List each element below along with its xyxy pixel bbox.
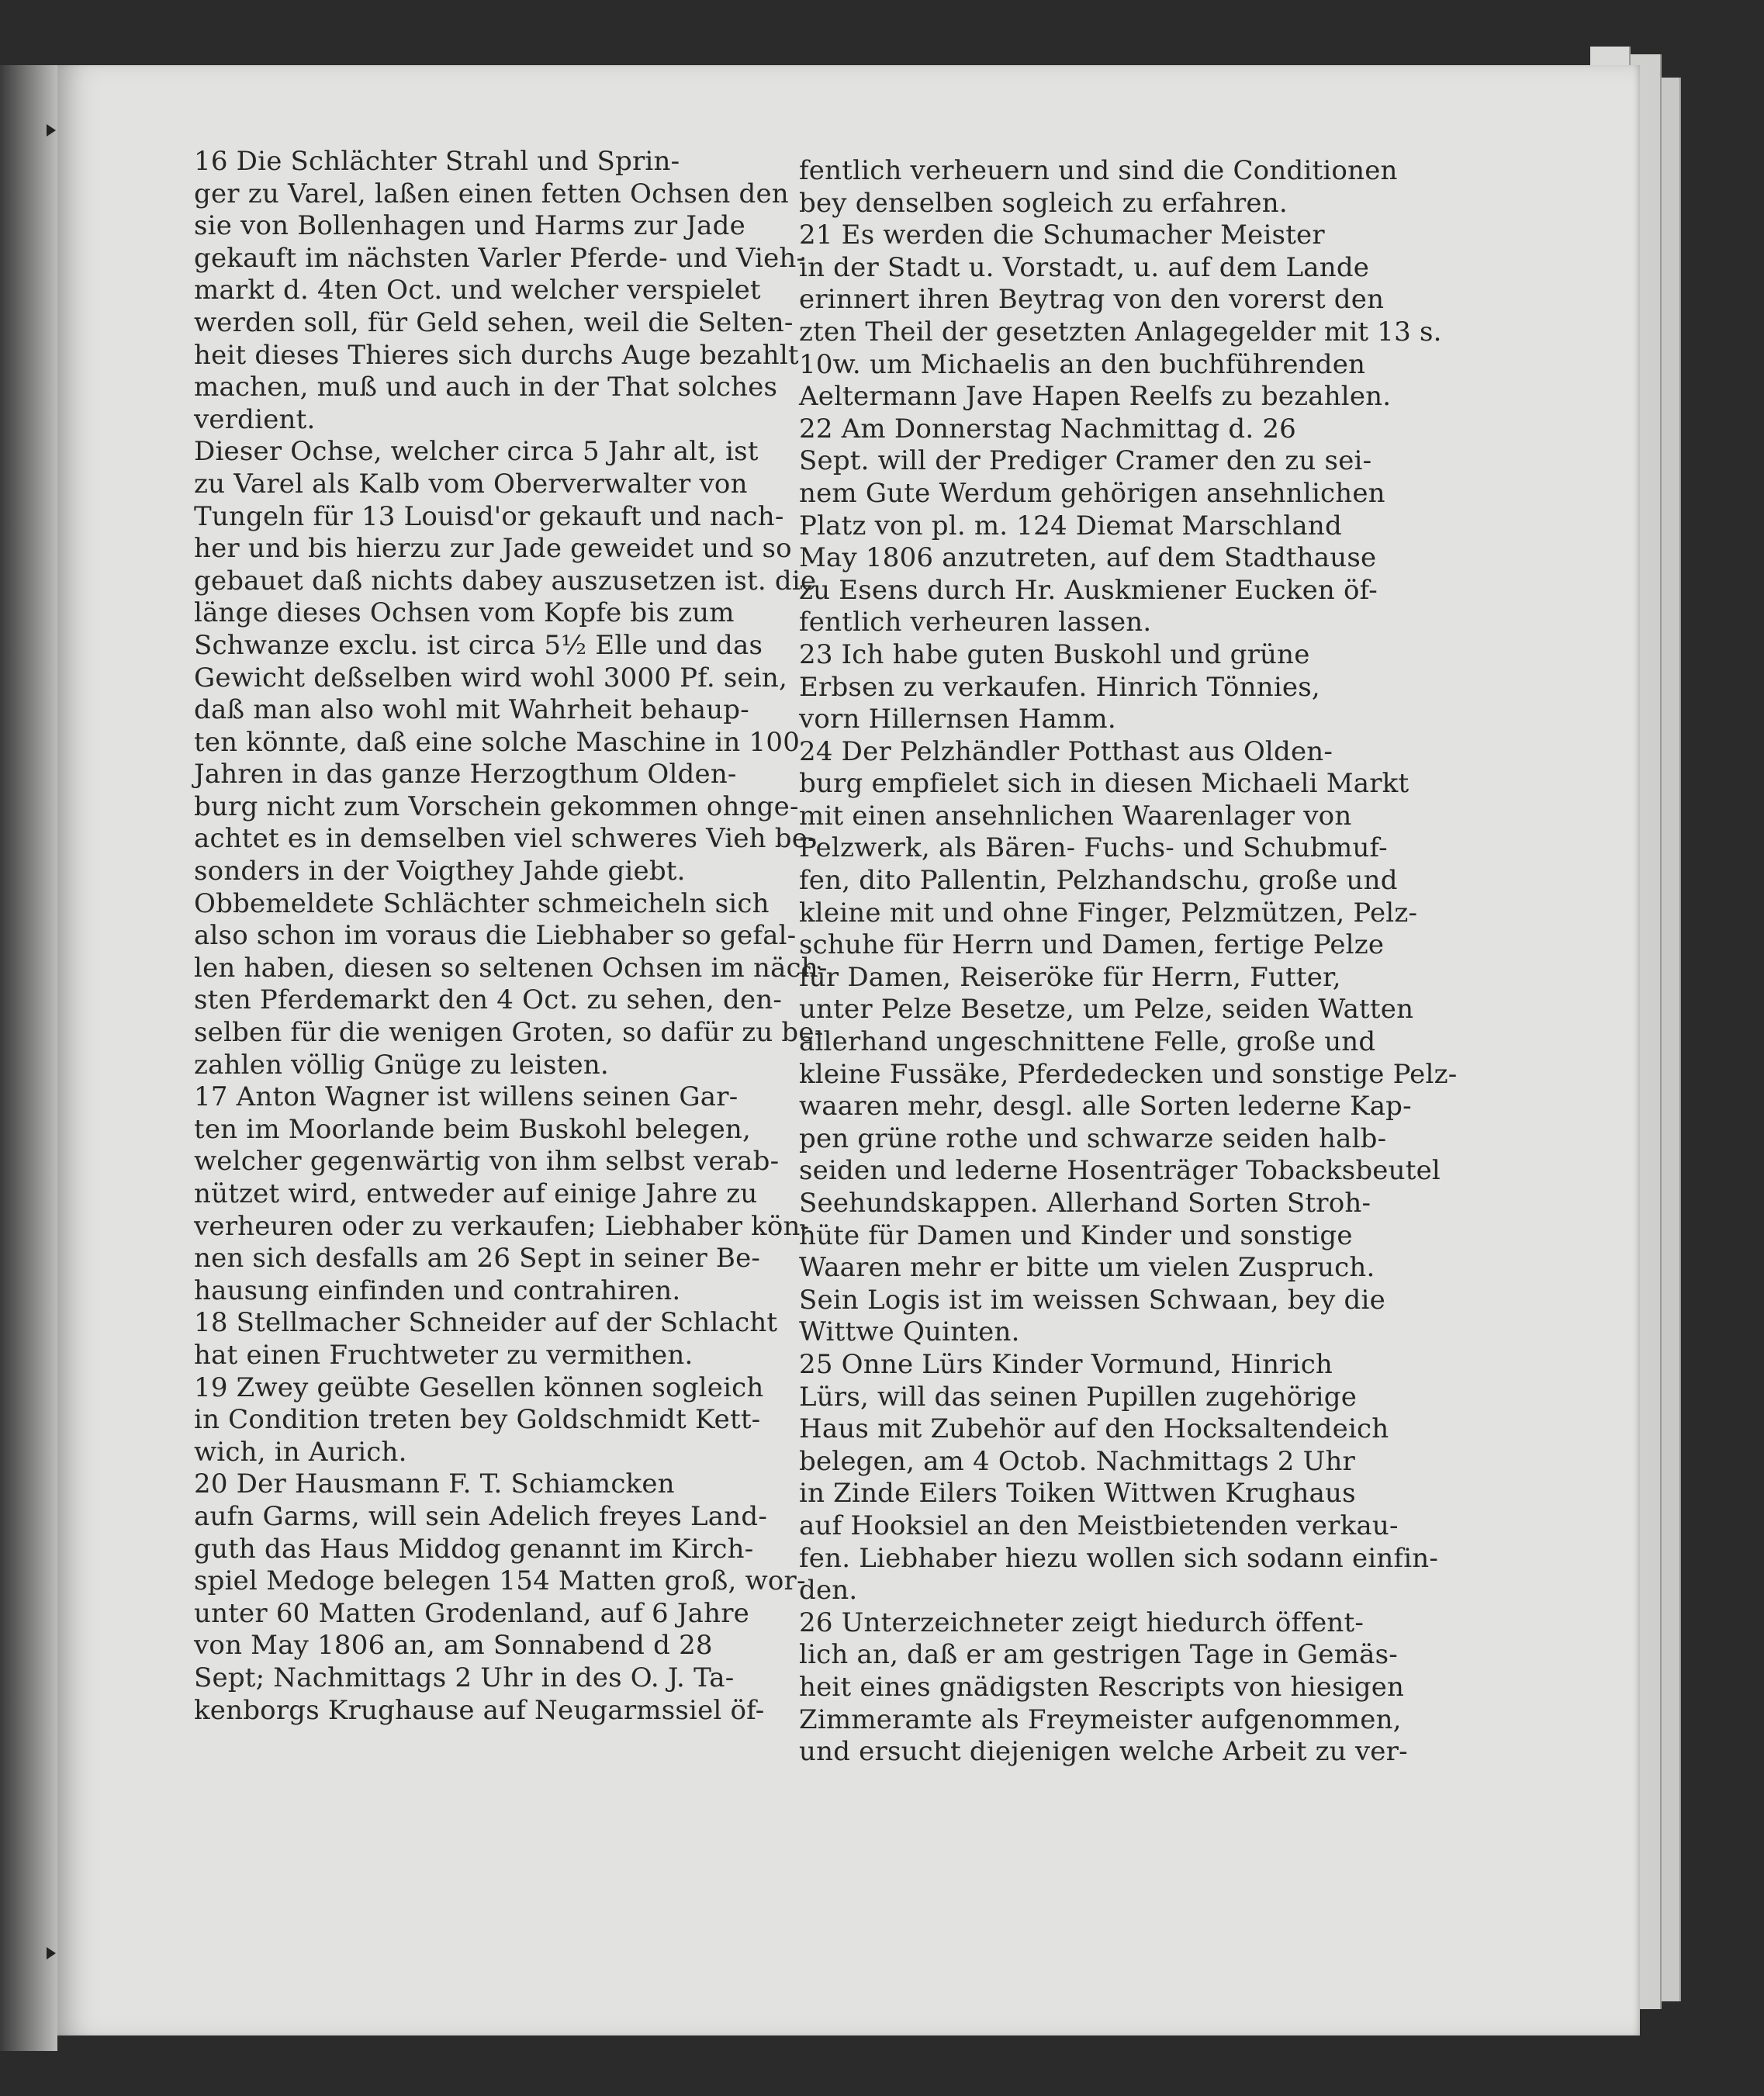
text-line: len haben, diesen so seltenen Ochsen im näch- bbox=[194, 952, 828, 984]
text-line: 18 Stellmacher Schneider auf der Schlacht bbox=[194, 1307, 778, 1339]
text-line: heit dieses Thieres sich durchs Auge bezahlt bbox=[194, 339, 799, 371]
text-line: 10w. um Michaelis an den buchführenden bbox=[799, 348, 1366, 380]
text-line: in Condition treten bey Goldschmidt Kett- bbox=[194, 1404, 761, 1436]
text-line: waaren mehr, desgl. alle Sorten lederne Kap- bbox=[799, 1091, 1412, 1122]
text-line: fen, dito Pallentin, Pelzhandschu, große und bbox=[799, 865, 1398, 897]
text-line: Seehundskappen. Allerhand Sorten Stroh- bbox=[799, 1188, 1371, 1219]
text-line: kenborgs Krughause auf Neugarmssiel öf- bbox=[194, 1694, 765, 1726]
binding-mark-top bbox=[47, 124, 56, 137]
text-line: länge dieses Ochsen vom Kopfe bis zum bbox=[194, 597, 735, 629]
text-line: nützet wird, entweder auf einige Jahre zu bbox=[194, 1178, 758, 1209]
text-line: sonders in der Voigthey Jahde giebt. bbox=[194, 856, 686, 887]
text-line: zten Theil der gesetzten Anlagegelder mit 13 s. bbox=[799, 316, 1442, 348]
text-line: Obbemeldete Schlächter schmeicheln sich bbox=[194, 887, 770, 919]
text-line: 24 Der Pelzhändler Potthast aus Olden- bbox=[799, 735, 1333, 767]
text-line: machen, muß und auch in der That solches bbox=[194, 372, 778, 403]
text-line: unter Pelze Besetze, um Pelze, seiden Watten bbox=[799, 994, 1414, 1026]
text-line: Erbsen zu verkaufen. Hinrich Tönnies, bbox=[799, 671, 1320, 703]
text-line: für Damen, Reiseröke für Herrn, Futter, bbox=[799, 961, 1341, 993]
text-line: allerhand ungeschnittene Felle, große und bbox=[799, 1026, 1376, 1058]
text-line: markt d. 4ten Oct. und welcher verspielet bbox=[194, 275, 761, 306]
text-line: Tungeln für 13 Louisd'or gekauft und nach- bbox=[194, 500, 784, 532]
text-line: ten könnte, daß eine solche Maschine in 100 bbox=[194, 726, 801, 758]
text-line: auf Hooksiel an den Meistbietenden verkau- bbox=[799, 1510, 1399, 1541]
text-line: 19 Zwey geübte Gesellen können sogleich bbox=[194, 1371, 764, 1403]
text-line: sten Pferdemarkt den 4 Oct. zu sehen, den- bbox=[194, 984, 783, 1016]
text-line: Jahren in das ganze Herzogthum Olden- bbox=[194, 759, 737, 790]
text-line: 20 Der Hausmann F. T. Schiamcken bbox=[194, 1468, 675, 1500]
left-text-column bbox=[194, 146, 828, 1727]
text-line: 25 Onne Lürs Kinder Vormund, Hinrich bbox=[799, 1348, 1333, 1380]
text-line: Dieser Ochse, welcher circa 5 Jahr alt, ist bbox=[194, 436, 759, 468]
text-line: burg nicht zum Vorschein gekommen ohnge- bbox=[194, 790, 799, 822]
text-line: also schon im voraus die Liebhaber so gefal- bbox=[194, 920, 797, 952]
text-line: burg empfielet sich in diesen Michaeli Markt bbox=[799, 768, 1409, 800]
text-line: sie von Bollenhagen und Harms zur Jade bbox=[194, 210, 745, 242]
text-line: erinnert ihren Beytrag von den vorerst den bbox=[799, 284, 1385, 316]
text-line: achtet es in demselben viel schweres Vieh be- bbox=[194, 823, 817, 855]
text-line: und ersucht diejenigen welche Arbeit zu ver- bbox=[799, 1736, 1408, 1768]
text-line: daß man also wohl mit Wahrheit behaup- bbox=[194, 694, 749, 726]
text-line: Schwanze exclu. ist circa 5½ Elle und das bbox=[194, 629, 763, 661]
text-line: gebauet daß nichts dabey auszusetzen ist. die bbox=[194, 565, 817, 597]
text-line: vorn Hillernsen Hamm. bbox=[799, 704, 1116, 735]
text-line: hat einen Fruchtweter zu vermithen. bbox=[194, 1339, 693, 1371]
text-line: selben für die wenigen Groten, so dafür zu be- bbox=[194, 1017, 824, 1049]
text-line: werden soll, für Geld sehen, weil die Selten- bbox=[194, 306, 794, 338]
text-line: 26 Unterzeichneter zeigt hiedurch öffent- bbox=[799, 1607, 1365, 1638]
text-line: hausung einfinden und contrahiren. bbox=[194, 1275, 681, 1306]
text-line: fentlich verheuren lassen. bbox=[799, 607, 1152, 638]
text-line: ger zu Varel, laßen einen fetten Ochsen den bbox=[194, 178, 789, 209]
text-line: in Zinde Eilers Toiken Wittwen Krughaus bbox=[799, 1478, 1356, 1510]
text-line: 21 Es werden die Schumacher Meister bbox=[799, 220, 1325, 251]
text-line: seiden und lederne Hosenträger Tobacksbeutel bbox=[799, 1155, 1441, 1187]
text-line: spiel Medoge belegen 154 Matten groß, wor- bbox=[194, 1565, 806, 1597]
text-line: zahlen völlig Gnüge zu leisten. bbox=[194, 1049, 609, 1081]
text-line: Sept; Nachmittags 2 Uhr in des O. J. Ta- bbox=[194, 1662, 735, 1693]
text-line: 17 Anton Wagner ist willens seinen Gar- bbox=[194, 1081, 738, 1113]
text-line: verdient. bbox=[194, 403, 316, 435]
text-line: May 1806 anzutreten, auf dem Stadthause bbox=[799, 542, 1377, 574]
text-line: hüte für Damen und Kinder und sonstige bbox=[799, 1219, 1353, 1251]
right-text-column bbox=[799, 155, 1458, 1769]
text-line: mit einen ansehnlichen Waarenlager von bbox=[799, 800, 1352, 832]
text-line: Lürs, will das seinen Pupillen zugehörige bbox=[799, 1381, 1358, 1413]
text-line: aufn Garms, will sein Adelich freyes Land- bbox=[194, 1500, 768, 1532]
text-line: Gewicht deßselben wird wohl 3000 Pf. sein, bbox=[194, 662, 787, 693]
text-line: nen sich desfalls am 26 Sept in seiner Be- bbox=[194, 1243, 761, 1275]
text-line: Platz von pl. m. 124 Diemat Marschland bbox=[799, 510, 1342, 541]
text-line: Pelzwerk, als Bären- Fuchs- und Schubmuf- bbox=[799, 832, 1388, 864]
binding-mark-bottom bbox=[47, 1947, 56, 1959]
text-line: von May 1806 an, am Sonnabend d 28 bbox=[194, 1630, 713, 1662]
text-line: verheuren oder zu verkaufen; Liebhaber kön- bbox=[194, 1210, 810, 1242]
text-line: Haus mit Zubehör auf den Hocksaltendeich bbox=[799, 1413, 1389, 1445]
binding-marks bbox=[47, 124, 62, 1955]
text-line: Sein Logis ist im weissen Schwaan, bey die bbox=[799, 1284, 1385, 1316]
text-line: unter 60 Matten Grodenland, auf 6 Jahre bbox=[194, 1597, 750, 1629]
text-line: Wittwe Quinten. bbox=[799, 1316, 1020, 1348]
text-line: kleine Fussäke, Pferdedecken und sonstige Pelz- bbox=[799, 1058, 1458, 1090]
text-line: 22 Am Donnerstag Nachmittag d. 26 bbox=[799, 413, 1297, 444]
text-line: 16 Die Schlächter Strahl und Sprin- bbox=[194, 146, 680, 177]
text-line: Zimmeramte als Freymeister aufgenommen, bbox=[799, 1703, 1402, 1735]
text-line: ten im Moorlande beim Buskohl belegen, bbox=[194, 1113, 752, 1145]
text-line: belegen, am 4 Octob. Nachmittags 2 Uhr bbox=[799, 1445, 1356, 1477]
text-line: pen grüne rothe und schwarze seiden halb- bbox=[799, 1122, 1387, 1154]
text-line: 23 Ich habe guten Buskohl und grüne bbox=[799, 638, 1310, 670]
text-line: wich, in Aurich. bbox=[194, 1436, 407, 1468]
text-line: fen. Liebhaber hiezu wollen sich sodann einfin- bbox=[799, 1542, 1439, 1574]
text-line: zu Esens durch Hr. Auskmiener Eucken öf- bbox=[799, 574, 1378, 606]
text-line: Sept. will der Prediger Cramer den zu sei- bbox=[799, 445, 1372, 477]
text-line: guth das Haus Middog genannt im Kirch- bbox=[194, 1533, 754, 1565]
text-line: bey denselben sogleich zu erfahren. bbox=[799, 187, 1288, 219]
text-line: zu Varel als Kalb vom Oberverwalter von bbox=[194, 468, 748, 500]
text-line: welcher gegenwärtig von ihm selbst verab- bbox=[194, 1146, 780, 1178]
text-line: in der Stadt u. Vorstadt, u. auf dem Lande bbox=[799, 251, 1370, 283]
text-line: lich an, daß er am gestrigen Tage in Gemäs- bbox=[799, 1639, 1398, 1671]
text-line: schuhe für Herrn und Damen, fertige Pelze bbox=[799, 929, 1385, 961]
text-line: fentlich verheuern und sind die Conditionen bbox=[799, 155, 1398, 186]
text-line: her und bis hierzu zur Jade geweidet und so bbox=[194, 533, 792, 565]
text-line: gekauft im nächsten Varler Pferde- und Vieh- bbox=[194, 242, 806, 274]
text-line: Waaren mehr er bitte um vielen Zuspruch. bbox=[799, 1252, 1375, 1284]
text-line: kleine mit und ohne Finger, Pelzmützen, Pelz- bbox=[799, 897, 1418, 929]
text-line: Aeltermann Jave Hapen Reelfs zu bezahlen. bbox=[799, 381, 1392, 413]
text-line: heit eines gnädigsten Rescripts von hiesigen bbox=[799, 1671, 1405, 1703]
text-line: nem Gute Werdum gehörigen ansehnlichen bbox=[799, 477, 1385, 509]
text-line: den. bbox=[799, 1575, 858, 1607]
